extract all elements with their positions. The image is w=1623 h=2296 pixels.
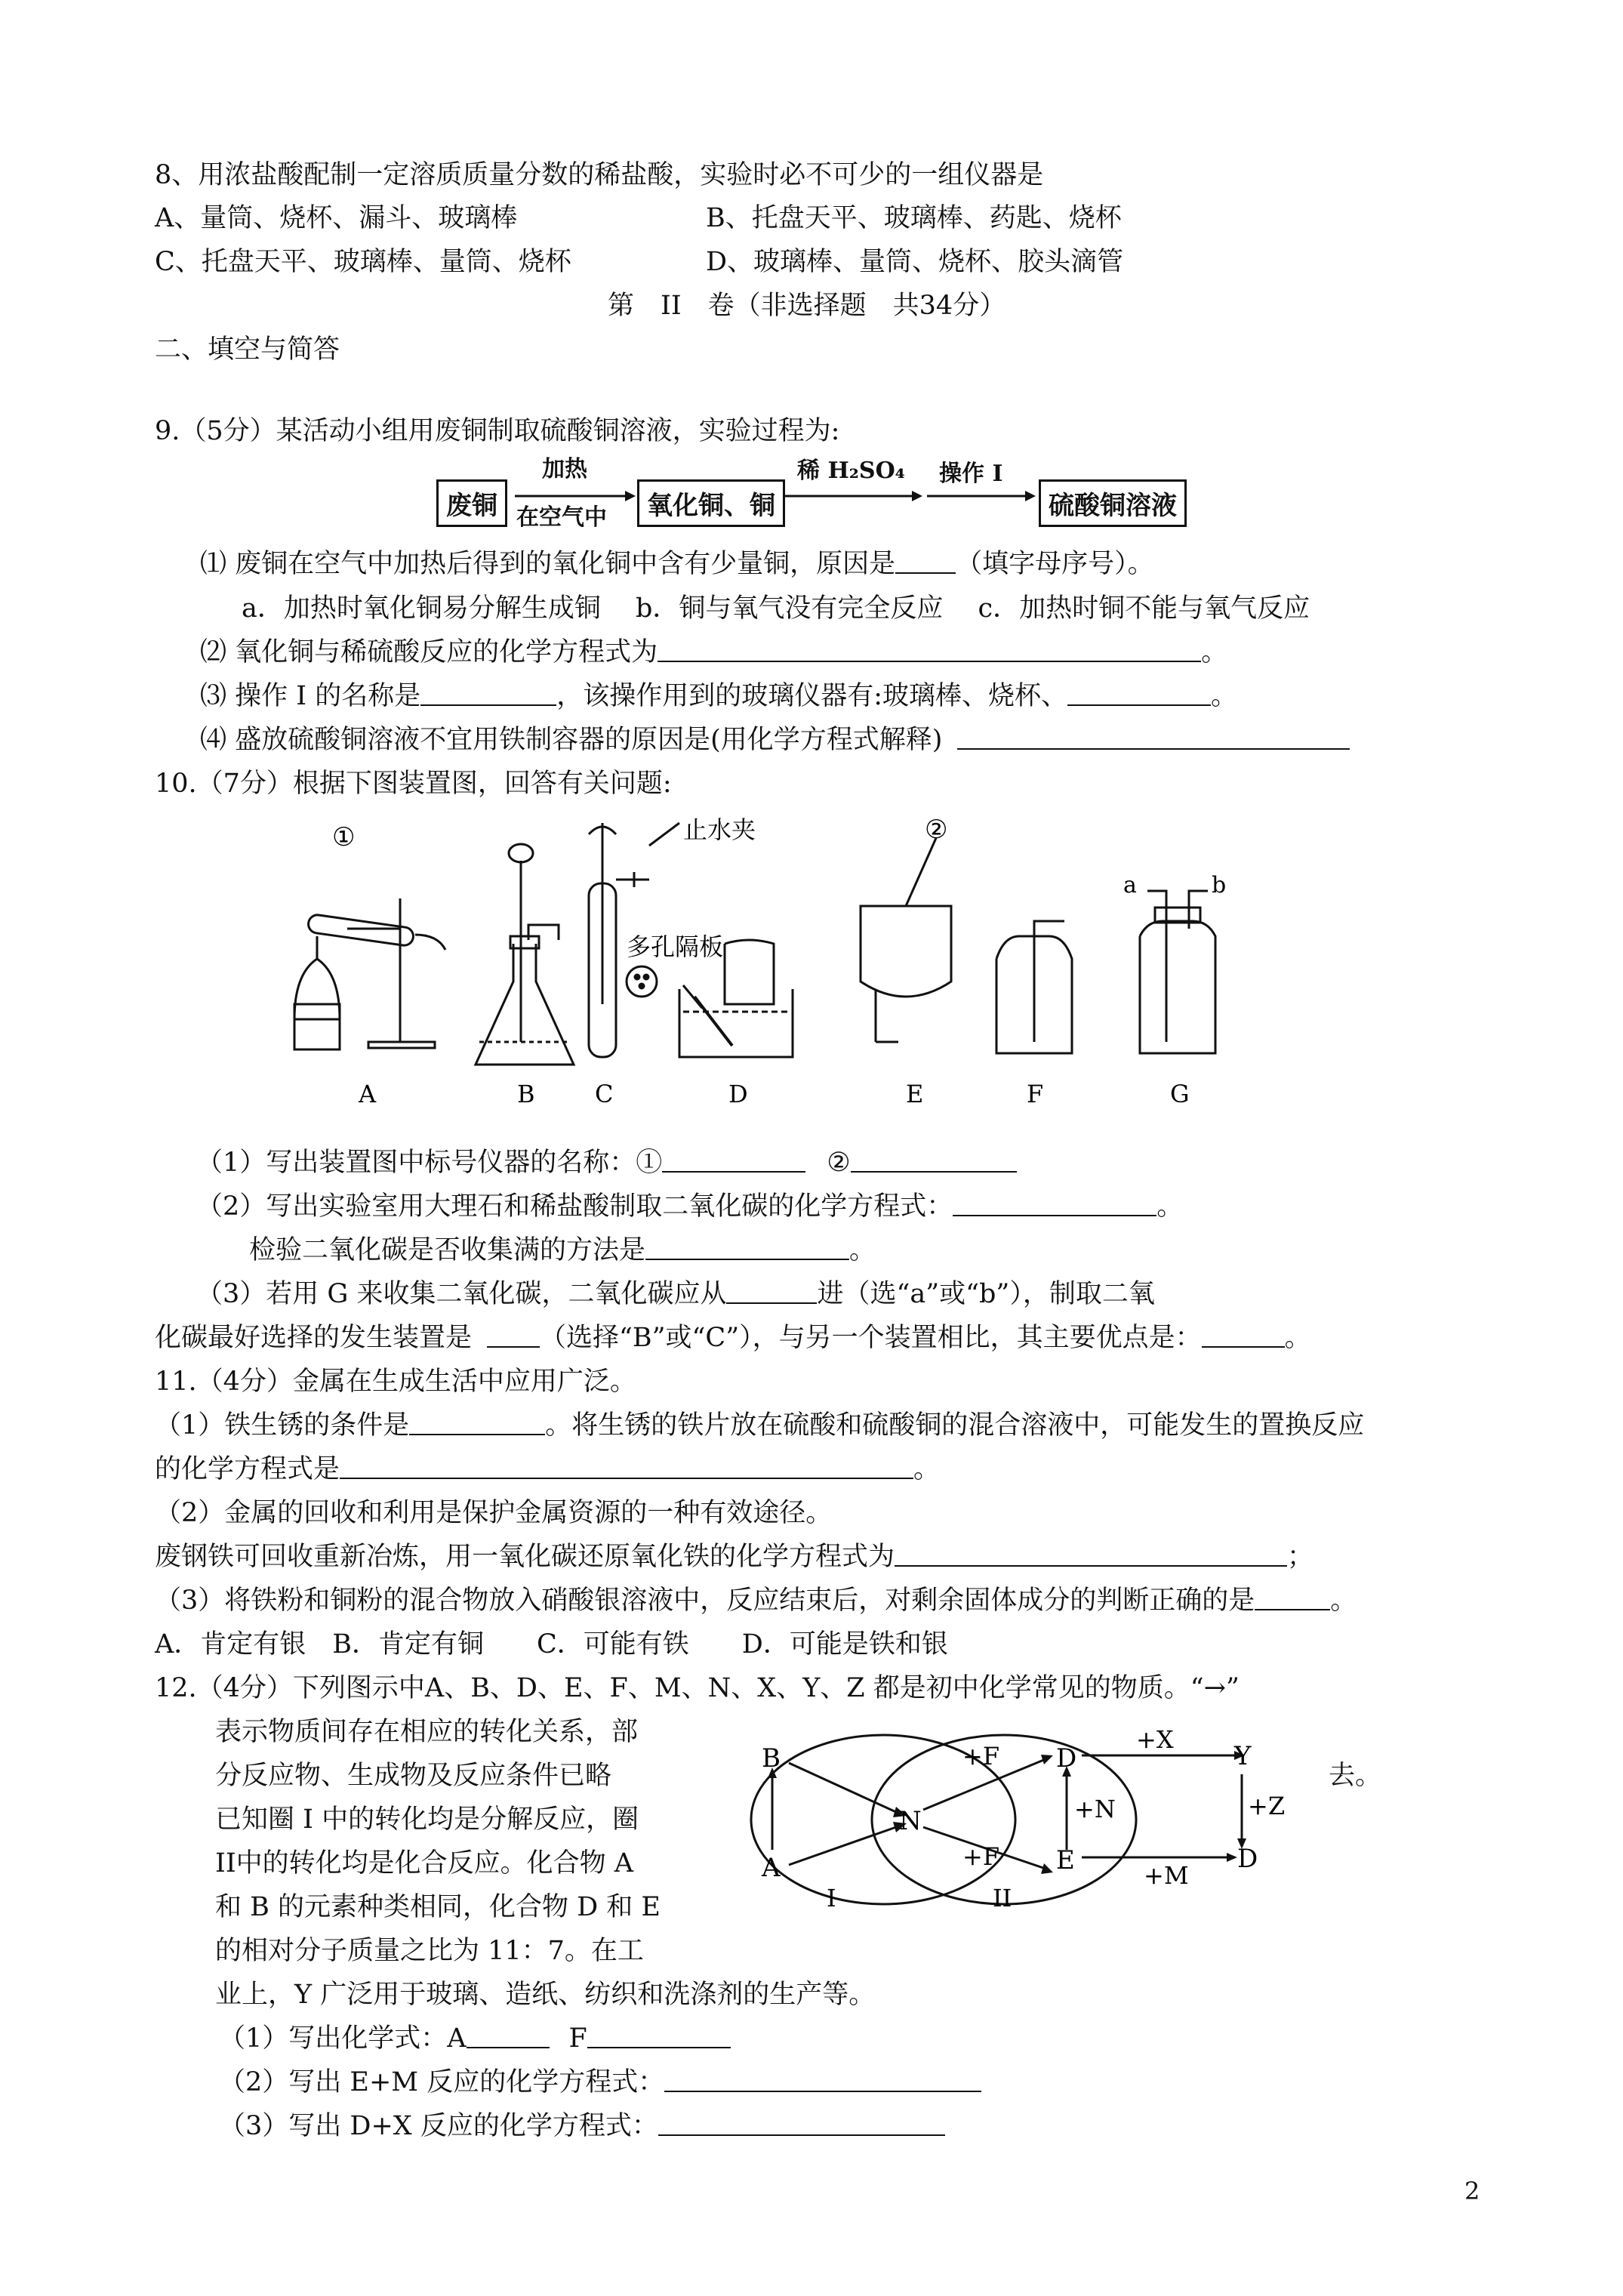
flow-box-copper-sulfate: 硫酸铜溶液	[1039, 479, 1187, 527]
q9-s3: ⑶ 操作 I 的名称是 ，该操作用到的玻璃仪器有:玻璃棒、烧杯、 。	[200, 681, 1238, 711]
q11-s1a: （1）铁生锈的条件是 。将生锈的铁片放在硫酸和硫酸铜的混合溶液中，可能发生的置换反应	[155, 1410, 1365, 1441]
flow-box-waste-copper: 废铜	[436, 479, 507, 527]
q12-s2: （2）写出 E+M 反应的化学方程式：	[219, 2068, 981, 2097]
q8-option-d: D、玻璃棒、量筒、烧杯、胶头滴管	[706, 247, 1124, 277]
q10-s2b: 检验二氧化碳是否收集满的方法是 。	[249, 1235, 876, 1265]
q11-stem: 11.（4分）金属在生成生活中应用广泛。	[155, 1367, 636, 1397]
flow-arrow1-bottom: 在空气中	[516, 504, 607, 531]
section-heading: 二、填空与简答	[155, 334, 340, 365]
q12-qu: 去。	[1329, 1761, 1382, 1791]
q12-body-2: 已知圈 I 中的转化均是分解反应，圈	[215, 1804, 639, 1835]
port-label-a: a	[1123, 872, 1137, 898]
flow-arrow1-top: 加热	[542, 456, 587, 482]
apparatus-caption-g: G	[1170, 1080, 1190, 1108]
apparatus-caption-c: C	[595, 1080, 614, 1108]
apparatus-caption-d: D	[728, 1080, 748, 1108]
apparatus-caption-a: A	[359, 1080, 377, 1108]
porous-plate-label: 多孔隔板	[627, 932, 724, 961]
q11-s2b: 废钢铁可回收重新冶炼，用一氧化碳还原氧化铁的化学方程式为 ；	[155, 1542, 1314, 1572]
q9-s2: ⑵ 氧化铜与稀硫酸反应的化学方程式为 。	[200, 637, 1228, 667]
q9-s4: ⑷ 盛放硫酸铜溶液不宜用铁制容器的原因是(用化学方程式解释)	[200, 726, 1350, 755]
venn-node-a: A	[762, 1853, 781, 1883]
q10-s3b: 化碳最好选择的发生装置是 （选择“B”或“C”），与另一个装置相比，其主要优点是： 。	[155, 1323, 1311, 1353]
venn-label-plus-f-bottom: +F	[962, 1842, 1000, 1871]
part2-title: 第 II 卷（非选择题 共34分）	[608, 291, 1006, 321]
flow-arrow2-top: 稀 H₂SO₄	[797, 458, 905, 484]
q12-body-3: II中的转化均是化合反应。化合物 A	[215, 1848, 634, 1878]
apparatus-g	[1140, 891, 1215, 1053]
venn-circle-2-label: II	[993, 1884, 1012, 1912]
q10-s1: （1）写出装置图中标号仪器的名称：① ②	[196, 1148, 1017, 1178]
q12-venn-diagram	[706, 1725, 1325, 1944]
q8-option-a: A、量筒、烧杯、漏斗、玻璃棒	[155, 203, 518, 233]
flow-box-copper-oxide: 氧化铜、铜	[637, 479, 785, 527]
q11-s3: （3）将铁粉和铜粉的混合物放入硝酸银溶液中，反应结束后，对剩余固体成分的判断正确的是 。	[155, 1586, 1357, 1616]
q10-apparatus-figure	[272, 815, 1366, 1117]
q11-s2: （2）金属的回收和利用是保护金属资源的一种有效途径。	[155, 1498, 833, 1528]
venn-label-plus-z: +Z	[1248, 1792, 1286, 1820]
apparatus-f	[996, 921, 1072, 1053]
q11-s1c: 的化学方程式是 。	[155, 1454, 941, 1484]
apparatus-caption-e: E	[906, 1080, 924, 1108]
q10-s3a: （3）若用 G 来收集二氧化碳，二氧化碳应从 进（选“a”或“b”），制取二氧	[196, 1279, 1155, 1309]
apparatus-a	[294, 898, 445, 1049]
venn-node-d2: D	[1237, 1844, 1258, 1874]
q8-option-b: B、托盘天平、玻璃棒、药匙、烧杯	[706, 203, 1122, 233]
q8-stem: 8、用浓盐酸配制一定溶质质量分数的稀盐酸，实验时必不可少的一组仪器是	[155, 160, 1044, 190]
q12-body-1: 分反应物、生成物及反应条件已略	[215, 1761, 612, 1791]
apparatus-caption-b: B	[517, 1080, 535, 1108]
q12-stem: 12.（4分）下列图示中A、B、D、E、F、M、N、X、Y、Z 都是初中化学常见的物质。“→”	[155, 1673, 1240, 1703]
venn-node-e: E	[1056, 1845, 1075, 1875]
q10-s2a: （2）写出实验室用大理石和稀盐酸制取二氧化碳的化学方程式： 。	[196, 1191, 1184, 1222]
apparatus-e	[861, 838, 951, 1042]
q9-flowchart	[436, 457, 1206, 540]
q12-body-5: 的相对分子质量之比为 11：7。在工	[215, 1936, 644, 1966]
q11-options: A．肯定有银 B．肯定有铜 C．可能有铁 D．可能是铁和银	[155, 1629, 948, 1660]
q12-s3: （3）写出 D+X 反应的化学方程式：	[219, 2112, 945, 2141]
q8-option-c: C、托盘天平、玻璃棒、量筒、烧杯	[155, 247, 571, 277]
apparatus-label-1: ①	[332, 822, 356, 852]
apparatus-label-2: ②	[925, 815, 948, 845]
page-number: 2	[1464, 2177, 1480, 2205]
venn-node-n: N	[899, 1806, 922, 1836]
q9-s1-options: a．加热时氧化铜易分解生成铜 b．铜与氧气没有完全反应 c．加热时铜不能与氧气反应	[242, 593, 1310, 624]
q12-body-0: 表示物质间存在相应的转化关系，部	[215, 1717, 639, 1747]
venn-label-plus-f-top: +F	[962, 1742, 1000, 1771]
venn-circle-1-label: I	[827, 1884, 836, 1912]
flow-arrow3-top: 操作 I	[939, 461, 1003, 487]
q9-s1: ⑴ 废铜在空气中加热后得到的氧化铜中含有少量铜，原因是 （填字母序号）。	[200, 549, 1154, 579]
q12-s1: （1）写出化学式：A F	[219, 2024, 731, 2054]
water-clip-label: 止水夹	[683, 815, 756, 844]
port-label-b: b	[1212, 872, 1227, 898]
venn-node-b: B	[762, 1743, 781, 1774]
q10-stem: 10.（7分）根据下图装置图，回答有关问题:	[155, 769, 672, 799]
venn-label-plus-m: +M	[1144, 1861, 1189, 1890]
apparatus-b	[476, 844, 574, 1065]
venn-node-y: Y	[1234, 1741, 1252, 1771]
venn-label-plus-x: +X	[1136, 1725, 1174, 1754]
venn-node-d: D	[1056, 1743, 1077, 1774]
apparatus-caption-f: F	[1027, 1080, 1044, 1108]
q12-body-6: 业上，Y 广泛用于玻璃、造纸、纺织和洗涤剂的生产等。	[215, 1980, 876, 2010]
venn-label-plus-n: +N	[1074, 1795, 1116, 1823]
q9-stem: 9.（5分）某活动小组用废铜制取硫酸铜溶液，实验过程为:	[155, 416, 840, 446]
q12-body-4: 和 B 的元素种类相同，化合物 D 和 E	[215, 1892, 661, 1922]
